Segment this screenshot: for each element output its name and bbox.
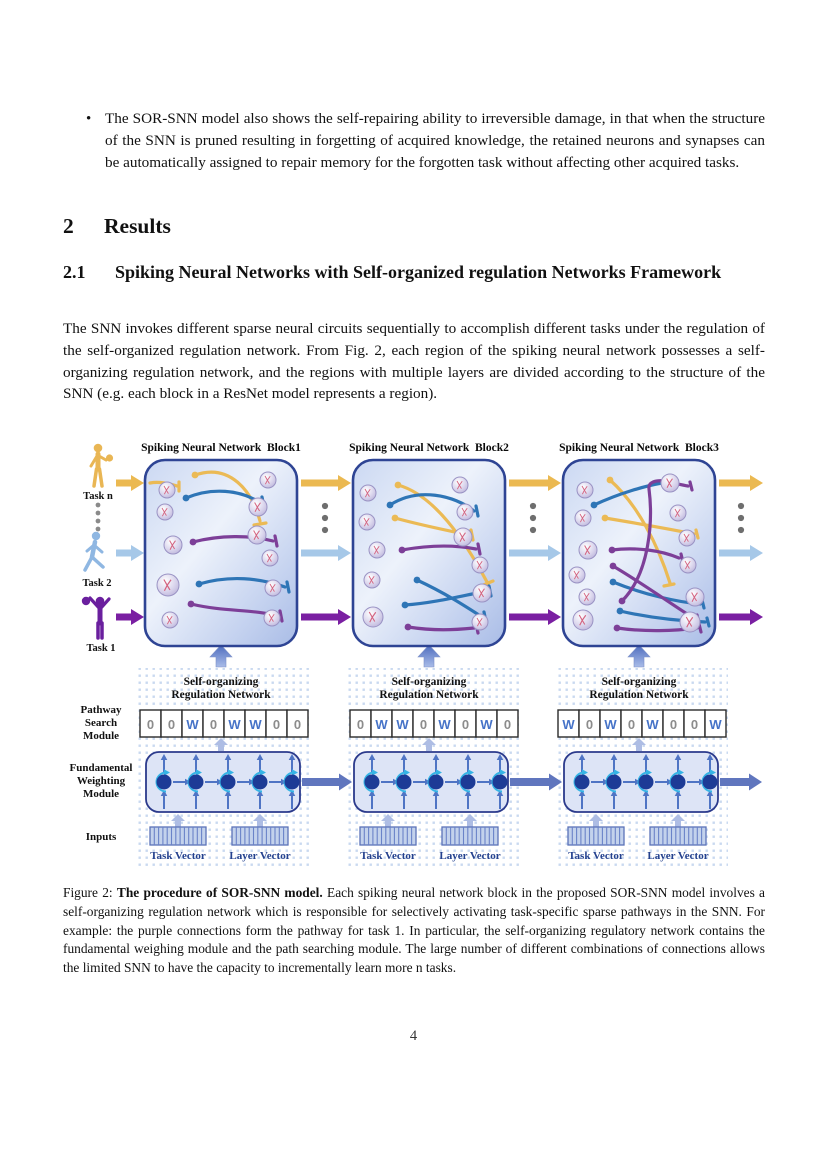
svg-text:Layer Vector: Layer Vector xyxy=(229,850,291,862)
fundamental-weighting-module-3 xyxy=(564,752,718,812)
neuron xyxy=(680,612,700,632)
svg-text:0: 0 xyxy=(272,717,281,732)
neuron xyxy=(679,530,695,546)
svg-text:0: 0 xyxy=(146,717,155,732)
svg-text:0: 0 xyxy=(356,717,365,732)
neuron xyxy=(164,536,182,554)
neuron xyxy=(670,505,686,521)
svg-text:0: 0 xyxy=(293,717,302,732)
svg-text:W: W xyxy=(186,717,199,732)
fundamental-weighting-module-1 xyxy=(146,752,300,812)
neuron xyxy=(579,541,597,559)
caption-bold-title: The procedure of SOR-SNN model. xyxy=(116,885,323,900)
neuron xyxy=(472,557,488,573)
neuron xyxy=(369,542,385,558)
svg-text:Search: Search xyxy=(84,717,118,729)
svg-text:Module: Module xyxy=(82,730,120,742)
svg-text:Layer Vector: Layer Vector xyxy=(439,850,501,862)
neuron xyxy=(454,528,472,546)
neuron xyxy=(579,589,595,605)
svg-text:Regulation Network: Regulation Network xyxy=(589,689,689,701)
caption-prefix: Figure 2: xyxy=(63,885,113,900)
figure-2 xyxy=(60,435,770,875)
svg-text:Spiking Neural Network Block1: Spiking Neural Network Block1 xyxy=(141,442,301,454)
neuron xyxy=(265,580,281,596)
svg-text:Self-organizing: Self-organizing xyxy=(391,676,467,688)
svg-text:Regulation Network: Regulation Network xyxy=(171,689,271,701)
snn-block-3 xyxy=(559,442,719,646)
svg-text:0: 0 xyxy=(503,717,512,732)
svg-text:W: W xyxy=(646,717,659,732)
svg-text:0: 0 xyxy=(627,717,636,732)
svg-text:Task Vector: Task Vector xyxy=(150,850,206,862)
neuron xyxy=(575,510,591,526)
bullet-text: The SOR-SNN model also shows the self-repairing ability to irreversible damage, in that when the structure of the SNN is pruned resulting in forgetting of acquired knowledge, the retained neurons and synapses can be automatically assigned to repair memory for the forgotten task without affecting other acquired tasks. xyxy=(105,110,765,171)
figure-2-diagram xyxy=(60,435,770,875)
caption-text: Each spiking neural network block in the proposed SOR-SNN model involves a self-organizing regulation network which is responsible for selectively activating task-specific sparse pathways in the SNN. For example: the purple connections form the pathway for task 1. In particular, the self-organizing regulatory network contains the fundamental weighing module and the path searching module. The large number of different combinations of connections allows the limited SNN to have the capacity to incrementally learn more n tasks. xyxy=(63,885,766,976)
neuron xyxy=(360,485,376,501)
task-icons xyxy=(82,444,116,654)
section-number: 2 xyxy=(63,214,74,238)
neuron xyxy=(686,588,704,606)
svg-text:Module: Module xyxy=(82,788,120,800)
neuron xyxy=(577,482,593,498)
neuron xyxy=(159,482,175,498)
neuron xyxy=(569,567,585,583)
svg-text:Weighting: Weighting xyxy=(76,775,126,787)
neuron xyxy=(260,472,276,488)
svg-text:W: W xyxy=(480,717,493,732)
srn-title-1 xyxy=(171,676,271,701)
neuron xyxy=(157,504,173,520)
section-title: Results xyxy=(104,214,171,238)
svg-text:Pathway: Pathway xyxy=(80,704,122,716)
snn-block-2 xyxy=(349,442,509,646)
task-icon xyxy=(85,532,103,570)
svg-text:Fundamental: Fundamental xyxy=(69,762,133,774)
task-icon xyxy=(91,444,113,486)
svg-text:W: W xyxy=(249,717,262,732)
neuron xyxy=(457,504,473,520)
neuron xyxy=(162,612,178,628)
neuron xyxy=(363,607,383,627)
svg-text:W: W xyxy=(604,717,617,732)
svg-text:Self-organizing: Self-organizing xyxy=(601,676,677,688)
neuron xyxy=(264,610,280,626)
snn-column-2 xyxy=(349,442,518,862)
neuron xyxy=(359,514,375,530)
svg-text:Task Vector: Task Vector xyxy=(360,850,416,862)
neuron xyxy=(249,498,267,516)
snn-block-1 xyxy=(141,442,301,646)
neuron xyxy=(573,610,593,630)
page-number: 4 xyxy=(409,1028,418,1044)
svg-text:0: 0 xyxy=(669,717,678,732)
svg-text:Task 1: Task 1 xyxy=(86,643,116,654)
svg-text:Regulation Network: Regulation Network xyxy=(379,689,479,701)
neuron xyxy=(680,557,696,573)
svg-text:W: W xyxy=(375,717,388,732)
svg-text:W: W xyxy=(228,717,241,732)
svg-text:Layer Vector: Layer Vector xyxy=(647,850,709,862)
svg-text:Self-organizing: Self-organizing xyxy=(183,676,259,688)
subsection-title: Spiking Neural Networks with Self-organized regulation Networks Framework xyxy=(115,262,722,282)
bullet-marker: • xyxy=(86,111,92,127)
figure-left-labels xyxy=(70,704,133,843)
svg-text:Spiking Neural Network Block2: Spiking Neural Network Block2 xyxy=(349,442,509,454)
neuron xyxy=(157,574,179,596)
neuron xyxy=(248,526,266,544)
bullet-item xyxy=(86,108,766,174)
neuron xyxy=(661,474,679,492)
neuron xyxy=(472,614,488,630)
svg-text:Inputs: Inputs xyxy=(85,831,117,843)
task-icon xyxy=(82,597,109,638)
neuron xyxy=(473,584,491,602)
snn-column-1 xyxy=(140,442,308,862)
svg-text:0: 0 xyxy=(209,717,218,732)
svg-text:0: 0 xyxy=(167,717,176,732)
section-heading xyxy=(63,214,171,239)
figure-caption xyxy=(63,884,765,978)
svg-text:Task n: Task n xyxy=(83,491,113,502)
svg-text:0: 0 xyxy=(585,717,594,732)
svg-text:W: W xyxy=(438,717,451,732)
svg-text:Task 2: Task 2 xyxy=(82,578,112,589)
subsection-number: 2.1 xyxy=(63,262,86,282)
svg-text:0: 0 xyxy=(690,717,699,732)
srn-title-2 xyxy=(379,676,479,701)
srn-title-3 xyxy=(589,676,689,701)
svg-text:W: W xyxy=(709,717,722,732)
svg-text:Spiking Neural Network Block3: Spiking Neural Network Block3 xyxy=(559,442,719,454)
neuron xyxy=(452,477,468,493)
fundamental-weighting-module-2 xyxy=(354,752,508,812)
svg-text:W: W xyxy=(562,717,575,732)
body-paragraph: The SNN invokes different sparse neural circuits sequentially to accomplish different tasks under the regulation of the self-organized regulation network. From Fig. 2, each region of the spiking neural network possesses a self-organizing regulation network, and the regions with multiple layers are divided according to the structure of the SNN (e.g. each block in a ResNet model represents a region). xyxy=(63,320,765,403)
subsection-heading xyxy=(63,260,722,285)
neuron xyxy=(364,572,380,588)
svg-text:0: 0 xyxy=(461,717,470,732)
svg-text:0: 0 xyxy=(419,717,428,732)
neuron xyxy=(262,550,278,566)
svg-text:W: W xyxy=(396,717,409,732)
snn-column-3 xyxy=(558,442,726,862)
svg-text:Task Vector: Task Vector xyxy=(568,850,624,862)
